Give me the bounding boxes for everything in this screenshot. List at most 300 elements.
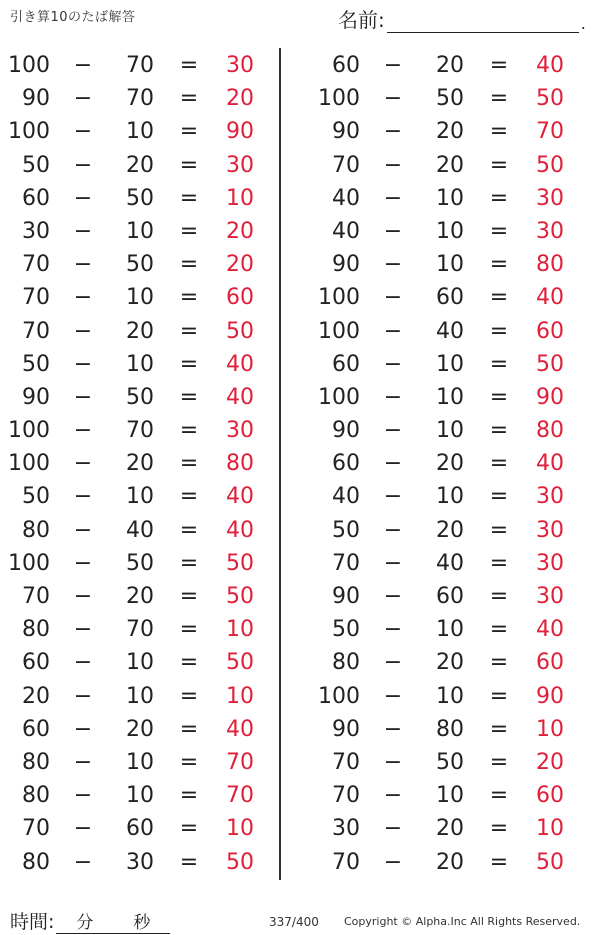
minuend: 50	[22, 351, 50, 377]
subtrahend: 20	[436, 119, 464, 145]
minuend: 100	[318, 285, 360, 311]
equals-sign: =	[489, 517, 509, 543]
answer: 30	[536, 550, 564, 576]
answer: 80	[536, 252, 564, 278]
subtrahend: 60	[436, 285, 464, 311]
equals-sign: =	[179, 252, 199, 278]
answer: 40	[226, 716, 254, 742]
equals-sign: =	[489, 252, 509, 278]
minuend: 40	[332, 185, 360, 211]
minus-sign: −	[383, 451, 403, 477]
problem-row	[318, 547, 588, 580]
answer: 60	[536, 783, 564, 809]
answer: 60	[536, 318, 564, 344]
minuend: 60	[332, 53, 360, 78]
problem-row	[8, 779, 278, 812]
equals-sign: =	[489, 218, 509, 244]
minuend: 80	[22, 517, 50, 543]
minuend: 70	[332, 550, 360, 576]
equals-sign: =	[489, 749, 509, 775]
minus-sign: −	[73, 418, 93, 444]
equals-sign: =	[179, 716, 199, 742]
answer: 90	[226, 119, 254, 145]
subtrahend: 50	[126, 185, 154, 211]
answer: 30	[536, 584, 564, 609]
subtrahend: 60	[436, 584, 464, 609]
subtrahend: 10	[436, 351, 464, 377]
minuend: 30	[22, 218, 50, 244]
minus-sign: −	[73, 218, 93, 244]
answer: 70	[536, 119, 564, 145]
problem-row	[318, 115, 588, 148]
problem-row	[318, 447, 588, 480]
subtrahend: 70	[126, 418, 154, 444]
subtrahend: 10	[126, 285, 154, 311]
subtrahend: 10	[436, 683, 464, 709]
equals-sign: =	[489, 318, 509, 344]
equals-sign: =	[179, 285, 199, 311]
minuend: 100	[8, 550, 50, 576]
subtrahend: 30	[126, 849, 154, 875]
equals-sign: =	[489, 849, 509, 875]
minuend: 100	[8, 53, 50, 78]
minus-sign: −	[73, 252, 93, 278]
equals-sign: =	[179, 550, 199, 576]
copyright-notice: Copyright © Alpha.Inc All Rights Reserved.	[344, 915, 581, 928]
minus-sign: −	[73, 351, 93, 377]
equals-sign: =	[179, 384, 199, 410]
minus-sign: −	[383, 384, 403, 410]
equals-sign: =	[179, 351, 199, 377]
answer: 50	[226, 550, 254, 576]
problem-row	[8, 215, 278, 248]
subtrahend: 50	[126, 384, 154, 410]
problem-row	[318, 149, 588, 182]
answer: 40	[226, 517, 254, 543]
equals-sign: =	[179, 451, 199, 477]
answer: 50	[226, 650, 254, 676]
problem-row	[318, 315, 588, 348]
minuend: 100	[318, 683, 360, 709]
minus-sign: −	[73, 849, 93, 875]
minuend: 50	[22, 484, 50, 510]
equals-sign: =	[489, 119, 509, 145]
answer: 30	[226, 418, 254, 444]
equals-sign: =	[179, 119, 199, 145]
minus-sign: −	[383, 816, 403, 842]
minuend: 100	[318, 384, 360, 410]
answer: 50	[226, 318, 254, 344]
minuend: 60	[22, 185, 50, 211]
subtrahend: 20	[436, 849, 464, 875]
subtrahend: 10	[436, 218, 464, 244]
subtrahend: 10	[436, 384, 464, 410]
minuend: 70	[22, 252, 50, 278]
answer: 40	[536, 617, 564, 643]
minus-sign: −	[73, 517, 93, 543]
answer: 50	[536, 849, 564, 875]
minuend: 90	[332, 252, 360, 278]
answer: 80	[536, 418, 564, 444]
minuend: 100	[8, 418, 50, 444]
problem-row	[8, 613, 278, 646]
equals-sign: =	[489, 783, 509, 809]
equals-sign: =	[489, 816, 509, 842]
equals-sign: =	[179, 517, 199, 543]
minuend: 70	[22, 816, 50, 842]
minus-sign: −	[383, 550, 403, 576]
equals-sign: =	[489, 384, 509, 410]
name-field[interactable]	[338, 4, 586, 33]
problem-row	[318, 348, 588, 381]
subtrahend: 10	[436, 185, 464, 211]
subtrahend: 70	[126, 617, 154, 643]
subtrahend: 10	[436, 252, 464, 278]
minus-sign: −	[383, 683, 403, 709]
subtrahend: 10	[126, 351, 154, 377]
problem-row	[8, 680, 278, 713]
equals-sign: =	[179, 86, 199, 112]
answer: 50	[536, 152, 564, 178]
answer: 20	[226, 86, 254, 112]
minus-sign: −	[73, 384, 93, 410]
equals-sign: =	[179, 749, 199, 775]
answer: 40	[226, 351, 254, 377]
answer: 50	[226, 584, 254, 609]
answer: 10	[536, 716, 564, 742]
equals-sign: =	[489, 86, 509, 112]
minuend: 90	[332, 716, 360, 742]
answer: 40	[226, 384, 254, 410]
problem-row	[8, 746, 278, 779]
answer: 10	[226, 816, 254, 842]
answer: 10	[536, 816, 564, 842]
problem-row	[318, 713, 588, 746]
name-label: 名前:	[338, 8, 385, 32]
minus-sign: −	[383, 584, 403, 609]
minus-sign: −	[73, 683, 93, 709]
name-line[interactable]	[387, 10, 579, 33]
problem-row	[318, 613, 588, 646]
minuend: 70	[332, 783, 360, 809]
problem-row	[318, 182, 588, 215]
minuend: 90	[332, 584, 360, 609]
answer: 50	[226, 849, 254, 875]
equals-sign: =	[179, 185, 199, 211]
minus-sign: −	[383, 53, 403, 78]
equals-sign: =	[489, 650, 509, 676]
problem-row	[318, 514, 588, 547]
problems-right-column	[318, 49, 588, 879]
minuend: 20	[22, 683, 50, 709]
problem-row	[8, 115, 278, 148]
equals-sign: =	[489, 617, 509, 643]
answer: 80	[226, 451, 254, 477]
minus-sign: −	[383, 86, 403, 112]
minus-sign: −	[383, 252, 403, 278]
minuend: 60	[22, 716, 50, 742]
answer: 30	[536, 185, 564, 211]
minuend: 70	[22, 285, 50, 311]
problem-row	[8, 514, 278, 547]
subtrahend: 50	[126, 252, 154, 278]
subtrahend: 10	[126, 749, 154, 775]
problem-row	[8, 447, 278, 480]
problem-row	[318, 480, 588, 513]
equals-sign: =	[489, 716, 509, 742]
minus-sign: −	[383, 218, 403, 244]
minus-sign: −	[383, 318, 403, 344]
subtrahend: 70	[126, 53, 154, 78]
problem-row	[318, 248, 588, 281]
answer: 40	[536, 285, 564, 311]
problem-row	[8, 713, 278, 746]
seconds-label: 秒	[133, 913, 151, 933]
minuend: 70	[332, 749, 360, 775]
equals-sign: =	[489, 484, 509, 510]
minus-sign: −	[383, 484, 403, 510]
subtrahend: 20	[126, 584, 154, 609]
column-divider	[279, 48, 281, 880]
subtrahend: 20	[126, 318, 154, 344]
problem-row	[8, 348, 278, 381]
equals-sign: =	[179, 53, 199, 78]
minuend: 80	[22, 617, 50, 643]
minus-sign: −	[383, 617, 403, 643]
minuend: 60	[332, 451, 360, 477]
answer: 10	[226, 617, 254, 643]
minus-sign: −	[383, 152, 403, 178]
minus-sign: −	[383, 285, 403, 311]
minus-sign: −	[383, 119, 403, 145]
time-field	[10, 907, 170, 934]
equals-sign: =	[179, 584, 199, 609]
minuend: 90	[332, 418, 360, 444]
minus-sign: −	[73, 816, 93, 842]
minus-sign: −	[73, 716, 93, 742]
minus-sign: −	[73, 749, 93, 775]
equals-sign: =	[179, 484, 199, 510]
equals-sign: =	[489, 451, 509, 477]
minuend: 50	[332, 617, 360, 643]
answer: 90	[536, 683, 564, 709]
answer: 60	[536, 650, 564, 676]
subtrahend: 10	[126, 484, 154, 510]
problem-row	[8, 315, 278, 348]
problem-row	[8, 414, 278, 447]
subtrahend: 10	[126, 119, 154, 145]
name-end-dot: .	[580, 14, 586, 33]
problem-row	[318, 746, 588, 779]
answer: 70	[226, 783, 254, 809]
answer: 40	[536, 53, 564, 78]
equals-sign: =	[179, 650, 199, 676]
problem-row	[8, 812, 278, 845]
problem-row	[8, 381, 278, 414]
worksheet-title: 引き算10のたば解答	[10, 10, 136, 25]
equals-sign: =	[489, 53, 509, 78]
subtrahend: 10	[436, 484, 464, 510]
page-number: 337/400	[269, 915, 319, 929]
subtrahend: 20	[436, 517, 464, 543]
problem-row	[8, 248, 278, 281]
equals-sign: =	[179, 849, 199, 875]
minuend: 50	[332, 517, 360, 543]
problem-row	[318, 779, 588, 812]
minuend: 100	[318, 86, 360, 112]
minus-sign: −	[73, 650, 93, 676]
problems-left-column	[8, 49, 278, 879]
equals-sign: =	[179, 152, 199, 178]
minuend: 90	[22, 86, 50, 112]
minuend: 70	[22, 584, 50, 609]
problem-row	[318, 812, 588, 845]
minuend: 50	[22, 152, 50, 178]
answer: 40	[536, 451, 564, 477]
minuend: 60	[332, 351, 360, 377]
equals-sign: =	[179, 816, 199, 842]
minus-sign: −	[73, 550, 93, 576]
minus-sign: −	[73, 617, 93, 643]
minuend: 80	[332, 650, 360, 676]
equals-sign: =	[489, 418, 509, 444]
answer: 50	[536, 86, 564, 112]
equals-sign: =	[179, 318, 199, 344]
subtrahend: 10	[436, 418, 464, 444]
answer: 30	[226, 152, 254, 178]
equals-sign: =	[489, 584, 509, 609]
minus-sign: −	[73, 584, 93, 609]
problem-row	[318, 414, 588, 447]
problem-row	[8, 547, 278, 580]
minuend: 70	[332, 849, 360, 875]
subtrahend: 40	[436, 550, 464, 576]
equals-sign: =	[489, 351, 509, 377]
problem-row	[318, 82, 588, 115]
minus-sign: −	[383, 517, 403, 543]
equals-sign: =	[179, 617, 199, 643]
minus-sign: −	[383, 716, 403, 742]
minuend: 40	[332, 484, 360, 510]
subtrahend: 10	[126, 218, 154, 244]
problem-row	[8, 182, 278, 215]
subtrahend: 60	[126, 816, 154, 842]
problem-row	[318, 580, 588, 613]
minus-sign: −	[73, 185, 93, 211]
minuend: 100	[8, 119, 50, 145]
minus-sign: −	[73, 86, 93, 112]
problem-row	[318, 646, 588, 679]
problem-row	[318, 381, 588, 414]
problem-row	[318, 49, 588, 82]
answer: 10	[226, 185, 254, 211]
minuend: 70	[332, 152, 360, 178]
answer: 40	[226, 484, 254, 510]
minus-sign: −	[383, 185, 403, 211]
subtrahend: 40	[436, 318, 464, 344]
minuend: 80	[22, 783, 50, 809]
subtrahend: 20	[436, 451, 464, 477]
subtrahend: 20	[126, 152, 154, 178]
equals-sign: =	[179, 218, 199, 244]
problem-row	[8, 480, 278, 513]
answer: 30	[536, 517, 564, 543]
minuend: 40	[332, 218, 360, 244]
equals-sign: =	[489, 683, 509, 709]
minuend: 80	[22, 749, 50, 775]
subtrahend: 50	[436, 86, 464, 112]
equals-sign: =	[179, 783, 199, 809]
minuend: 80	[22, 849, 50, 875]
subtrahend: 10	[436, 617, 464, 643]
equals-sign: =	[489, 152, 509, 178]
subtrahend: 80	[436, 716, 464, 742]
minus-sign: −	[73, 783, 93, 809]
minus-sign: −	[73, 53, 93, 78]
minus-sign: −	[383, 783, 403, 809]
problem-row	[8, 646, 278, 679]
subtrahend: 70	[126, 86, 154, 112]
minus-sign: −	[73, 152, 93, 178]
subtrahend: 20	[436, 816, 464, 842]
answer: 30	[226, 53, 254, 78]
answer: 30	[536, 484, 564, 510]
minus-sign: −	[383, 650, 403, 676]
subtrahend: 50	[126, 550, 154, 576]
subtrahend: 10	[126, 783, 154, 809]
subtrahend: 20	[436, 650, 464, 676]
subtrahend: 20	[126, 451, 154, 477]
subtrahend: 10	[126, 650, 154, 676]
subtrahend: 50	[436, 749, 464, 775]
problem-row	[318, 680, 588, 713]
answer: 30	[536, 218, 564, 244]
problem-row	[318, 846, 588, 879]
problem-row	[8, 49, 278, 82]
problem-row	[8, 82, 278, 115]
subtrahend: 10	[126, 683, 154, 709]
minus-sign: −	[73, 484, 93, 510]
minus-sign: −	[73, 318, 93, 344]
equals-sign: =	[489, 285, 509, 311]
minuend: 100	[8, 451, 50, 477]
answer: 20	[536, 749, 564, 775]
problem-row	[318, 215, 588, 248]
answer: 60	[226, 285, 254, 311]
subtrahend: 40	[126, 517, 154, 543]
answer: 20	[226, 252, 254, 278]
minutes-label: 分	[76, 913, 94, 933]
problem-row	[318, 281, 588, 314]
answer: 70	[226, 749, 254, 775]
problem-row	[8, 846, 278, 879]
equals-sign: =	[179, 683, 199, 709]
answer: 50	[536, 351, 564, 377]
minuend: 100	[318, 318, 360, 344]
subtrahend: 20	[436, 152, 464, 178]
minus-sign: −	[383, 749, 403, 775]
minus-sign: −	[73, 285, 93, 311]
problem-row	[8, 149, 278, 182]
minuend: 70	[22, 318, 50, 344]
minuend: 30	[332, 816, 360, 842]
equals-sign: =	[179, 418, 199, 444]
answer: 10	[226, 683, 254, 709]
equals-sign: =	[489, 185, 509, 211]
subtrahend: 20	[126, 716, 154, 742]
subtrahend: 10	[436, 783, 464, 809]
time-line[interactable]	[56, 909, 170, 934]
